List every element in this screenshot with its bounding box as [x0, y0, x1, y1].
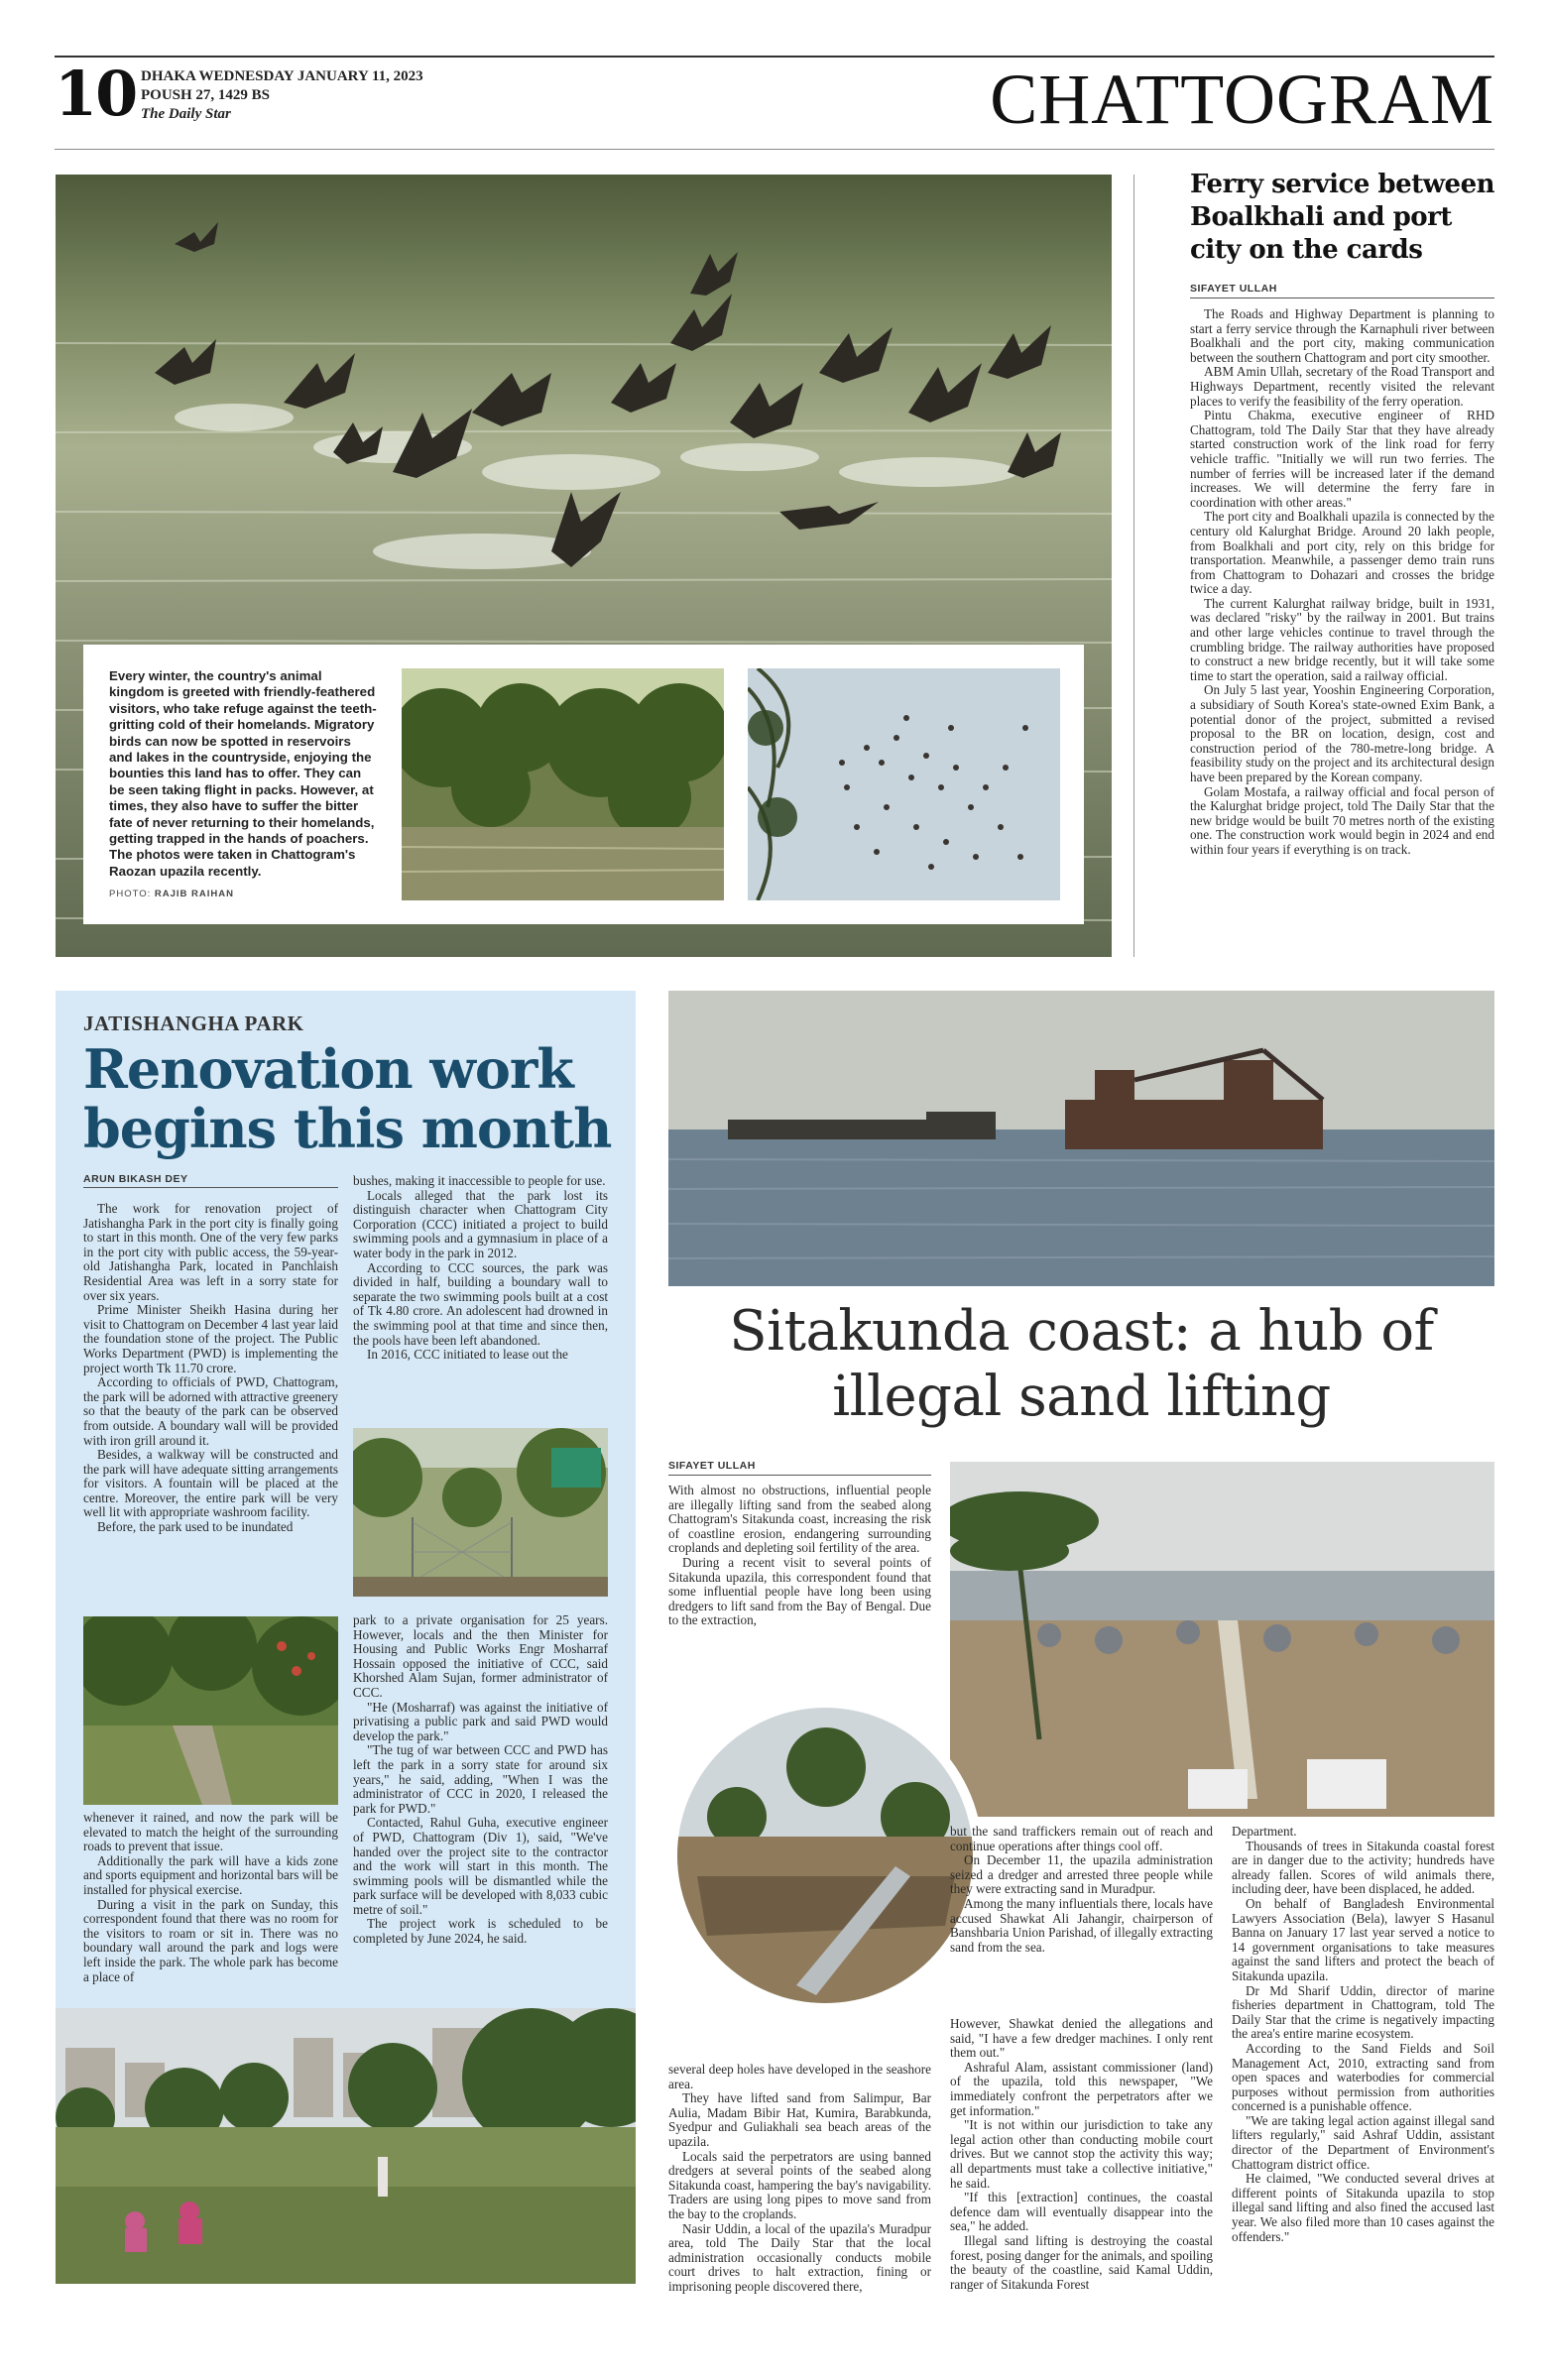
paragraph: Pintu Chakma, executive engineer of RHD Chattogram, told The Daily Star that they have already started construction work of the link road for ferry vehicle traffic. "Initially we will run two ferries. The number of ferries will be increased later if the demand increases. We will determine the ferry fare in coordination with other areas.": [1190, 408, 1494, 510]
paragraph: The current Kalurghat railway bridge, built in 1931, was declared "risky" by the railway in 2001. But trains and other large vehicles continue to travel through the crumbling bridge. The railway authorities have proposed to construct a new bridge recently, but it will take some time to start the operation, said a railway official.: [1190, 595, 1494, 683]
paragraph: bushes, making it inaccessible to people for use.: [353, 1173, 606, 1188]
paragraph: On December 11, the upazila administration seized a dredger and arrested three people while they were extracting sand in Muradpur.: [950, 1852, 1213, 1897]
paragraph: whenever it rained, and now the park will be elevated to match the height of the surrounding roads to prevent that issue.: [83, 1810, 338, 1854]
park-col2-top: [353, 1174, 608, 1363]
birds-in-sky-photo: [748, 668, 1060, 900]
sand-headline-line1: Sitakunda coast: a hub of: [729, 1299, 1434, 1364]
park-col1-bottom: [83, 1811, 338, 1984]
riverbank-trees-photo: [402, 668, 724, 900]
date-line: DHAKA WEDNESDAY JANUARY 11, 2023: [141, 68, 423, 84]
paragraph: They have lifted sand from Salimpur, Bar Aulia, Madam Bibir Hat, Kumira, Barabkunda, Syedpur and Guliakhali sea beach areas of the upazila.: [668, 2090, 931, 2149]
park-byline-rule: [83, 1187, 338, 1188]
paragraph: On July 5 last year, Yooshin Engineering Corporation, a subsidiary of South Korea's state-owned Exim Bank, a potential donor of the project, submitted a revised proposal to the BR on location, design, cost and construction period of the 780-metre-long bridge. A feasibility study on the project and its architectural design have been prepared by the Korean company.: [1190, 682, 1494, 784]
paragraph: Department.: [1232, 1824, 1297, 1839]
paragraph: but the sand traffickers remain out of reach and continue operations after things cool off.: [950, 1824, 1213, 1853]
paragraph: With almost no obstructions, influential people are illegally lifting sand from the seabed along Chattogram's Sitakunda coast, increasing the risk of coastline erosion, endangering surrounding croplands and depleting soil fertility of the area.: [668, 1483, 931, 1556]
paragraph: Prime Minister Sheikh Hasina during her visit to Chattogram on December 4 last year laid the foundation stone of the project. The Public Works Department (PWD) is implementing the project worth Tk 11.70 crore.: [83, 1302, 338, 1375]
paragraph: He claimed, "We conducted several drives at different points of Sitakunda upazila to stop illegal sand lifting and also fined the accused last year. We also filed more than 10 cases against the offenders.": [1232, 2171, 1494, 2244]
paragraph: The port city and Boalkhali upazila is connected by the century old Kalurghat Bridge. Around 20 lakh people, from Boalkhali and port city, rely on this bridge for transportation. Meanwhile, a passenger demo train runs from Chattogram to Dohazari and crosses the bridge twice a day.: [1190, 509, 1494, 597]
page-number: 10: [55, 58, 137, 130]
paragraph: The project work is scheduled to be completed by June 2024, he said.: [353, 1916, 608, 1947]
paragraph: Before, the park used to be inundated: [97, 1519, 294, 1535]
paragraph: Locals said the perpetrators are using banned dredgers at several points of the seabed along Sitakunda coast, hampering the bay's navigability. Traders are using long pipes to move sand from the bay to the croplands.: [668, 2148, 931, 2221]
ferry-headline: Ferry service between Boalkhali and port city on the cards: [1190, 170, 1495, 265]
park-col1-top: [83, 1202, 338, 1535]
sand-colC: [1232, 1825, 1494, 2244]
park-headline: [83, 1039, 629, 1158]
sand-colA: [668, 2063, 931, 2295]
dredger-photo: [668, 991, 1494, 1286]
paragraph: In 2016, CCC initiated to lease out the: [367, 1347, 568, 1363]
paragraph: "If this [extraction] continues, the coastal defence dam will eventually disappear into the sea," he added.: [950, 2190, 1213, 2234]
paragraph: According to CCC sources, the park was divided in half, building a boundary wall to separate the two swimming pools built at a cost of Tk 4.80 crore. An adolescent had drowned in the swimming pool at that time and since then, the pools have been left abandoned.: [353, 1259, 608, 1348]
ferry-column-divider: [1133, 175, 1134, 957]
park-byline: ARUN BIKASH DEY: [83, 1173, 188, 1185]
paragraph: On behalf of Bangladesh Environmental Lawyers Association (Bela), lawyer S Hasanul Banna on January 17 last year served a notice to 14 government organisations to take measures against the sand lifters and protect the beach of Sitakunda upazila.: [1232, 1895, 1494, 1983]
sand-headline-line2: illegal sand lifting: [832, 1365, 1331, 1429]
paragraph: "The tug of war between CCC and PWD has left the park in a sorry state for around six years," he said, adding, "When I was the administrator of CCC in 2020, I released the park for PWD.": [353, 1742, 608, 1816]
park-headline-line1: Renovation work: [83, 1037, 573, 1101]
photo-caption-card: [83, 645, 1084, 924]
park-fence-photo: [353, 1428, 608, 1597]
paper-logo: The Daily Star: [141, 106, 231, 122]
paragraph: The Roads and Highway Department is planning to start a ferry service through the Karnaphuli river between Boalkhali and the port city, making communication between the southern Chattogram and port city smoother.: [1190, 306, 1494, 365]
paragraph: Additionally the park will have a kids zone and sports equipment and horizontal bars will be installed for physical exercise.: [83, 1852, 338, 1897]
paragraph: Among the many influentials there, locals have accused Shawkat Ali Jahangir, chairperson of Banshbaria Union Parishad, of illegally extracting sand from the sea.: [950, 1895, 1213, 1955]
paragraph: "It is not within our jurisdiction to take any legal action other than conducting mobile court drives. But we cannot stop the activity this way; all departments must take a collective initiative," he said.: [950, 2117, 1213, 2191]
park-city-photo: [56, 2008, 636, 2284]
bangla-date: POUSH 27, 1429 BS: [141, 87, 271, 103]
paragraph: Ashraful Alam, assistant commissioner (land) of the upazila, told this newspaper, "We immediately confront the perpetrators after we get information.": [950, 2059, 1213, 2118]
section-title: CHATTOGRAM: [990, 60, 1494, 139]
sand-pipe-photo: [677, 1708, 973, 2003]
sand-intro: [668, 1484, 931, 1628]
park-kicker: JATISHANGHA PARK: [83, 1012, 304, 1035]
masthead-bottom-rule: [55, 149, 1494, 150]
sand-headline: [668, 1299, 1494, 1430]
park-col2-bottom: [353, 1613, 608, 1947]
paragraph: Besides, a walkway will be constructed and the park will have adequate sitting arrangements for visitors. A fountain will be placed at the centre. Moreover, the entire park will be very well lit with appropriate washroom facility.: [83, 1447, 338, 1520]
paragraph: several deep holes have developed in the seashore area.: [668, 2062, 931, 2091]
photo-credit: [109, 889, 234, 899]
photo-credit-label: PHOTO:: [109, 889, 152, 899]
ferry-body: [1190, 307, 1494, 858]
paragraph: Dr Md Sharif Uddin, director of marine fisheries department in Chattogram, told The Daily Star that the crime is negatively impacting the area's entire marine ecosystem.: [1232, 1982, 1494, 2042]
ferry-byline: SIFAYET ULLAH: [1190, 283, 1277, 295]
paragraph: However, Shawkat denied the allegations and said, "I have a few dredger machines. I only rent them out.": [950, 2016, 1213, 2061]
paragraph: Thousands of trees in Sitakunda coastal forest are in danger due to the activity; hundreds have already fallen. Scores of wild animals there, including deer, have been displaced, he added.: [1232, 1838, 1494, 1897]
park-headline-line2: begins this month: [83, 1097, 612, 1160]
paragraph: According to the Sand Fields and Soil Management Act, 2010, extracting sand from open spaces and waterbodies for commercial purposes without permission from authorities concerned is a punishable offence.: [1232, 2040, 1494, 2114]
photo-caption: Every winter, the country's animal kingdom is greeted with friendly-feathered visitors, who take refuge against the teeth-gritting cold of their homelands. Migratory birds can now be spotted in reservoirs and lakes in the countryside, enjoying the bounties this land has to offer. They can be seen taking flight in packs. However, at times, they also have to suffer the bitter fate of never returning to their homelands, getting trapped in the hands of poachers. The photos were taken in Chattogram's Raozan upazila recently.: [109, 668, 377, 879]
paragraph: During a recent visit to several points of Sitakunda upazila, this correspondent found that some influential people have long been using dredgers to lift sand from the Bay of Bengal. Due to the extraction,: [668, 1554, 931, 1628]
sand-colB-top: [950, 1825, 1213, 1955]
park-garden-photo: [83, 1616, 338, 1805]
paragraph: The work for renovation project of Jatishangha Park in the port city is finally going to start in this month. One of the very few parks in the port city with public access, the 59-year-old Jatishangha Park, located in Panchlaish Residential Area was left in a sorry state for over six years.: [83, 1201, 338, 1303]
paragraph: "We are taking legal action against illegal sand lifters regularly," said Ashraf Uddin, assistant director of the Department of Environment's Chattogram district office.: [1232, 2112, 1494, 2172]
sand-byline-rule: [668, 1475, 931, 1476]
paragraph: Golam Mostafa, a railway official and focal person of the Kalurghat bridge project, told The Daily Star that the new bridge would be built 70 metres north of the existing one. The construction work would begin in 2024 and end within four years if everything is on track.: [1190, 783, 1494, 857]
paragraph: ABM Amin Ullah, secretary of the Road Transport and Highways Department, recently visited the relevant places to verify the feasibility of the ferry operation.: [1190, 364, 1494, 409]
paragraph: "He (Mosharraf) was against the initiative of privatising a public park and said PWD would develop the park.": [353, 1699, 608, 1743]
paragraph: park to a private organisation for 25 years. However, locals and the then Minister for Housing and Public Works Engr Mosharraf Hossain opposed the initiative of CCC, said Khorshed Alam Sujan, former administrator of CCC.: [353, 1612, 608, 1700]
paragraph: Nasir Uddin, a local of the upazila's Muradpur area, told The Daily Star that the local administration occasionally conducts mobile court drives to halt extraction, fining or imprisoning people discovered there,: [668, 2220, 931, 2294]
photo-credit-name: RAJIB RAIHAN: [154, 889, 234, 899]
paragraph: Illegal sand lifting is destroying the coastal forest, posing danger for the animals, and spoiling the beauty of the coastline, said Kamal Uddin, ranger of Sitakunda Forest: [950, 2232, 1213, 2292]
paragraph: Contacted, Rahul Guha, executive engineer of PWD, Chattogram (Div 1), said, "We've handed over the project site to the contractor and the work will start in this month. The swimming pools will be dismantled while the park surface will be developed with 8,033 cubic metre of soil.": [353, 1815, 608, 1917]
paragraph: Locals alleged that the park lost its distinguish character when Chattogram City Corporation (CCC) initiated a project to build swimming pools and a gymnasium in place of a water body in the park in 2012.: [353, 1187, 608, 1260]
paragraph: During a visit in the park on Sunday, this correspondent found that there was no room for the visitors to roam or sit in. There was no boundary wall around the park and logs were left inside the park. The whole park has become a place of: [83, 1896, 338, 1984]
top-rule: [55, 56, 1494, 58]
paragraph: According to officials of PWD, Chattogram, the park will be adorned with attractive greenery so that the beauty of the park can be observed from outside. A boundary wall will be provided with iron grill around it.: [83, 1374, 338, 1448]
sand-byline: SIFAYET ULLAH: [668, 1460, 756, 1472]
sitakunda-coast-photo: [950, 1462, 1494, 1817]
sand-colB: [950, 2017, 1213, 2292]
